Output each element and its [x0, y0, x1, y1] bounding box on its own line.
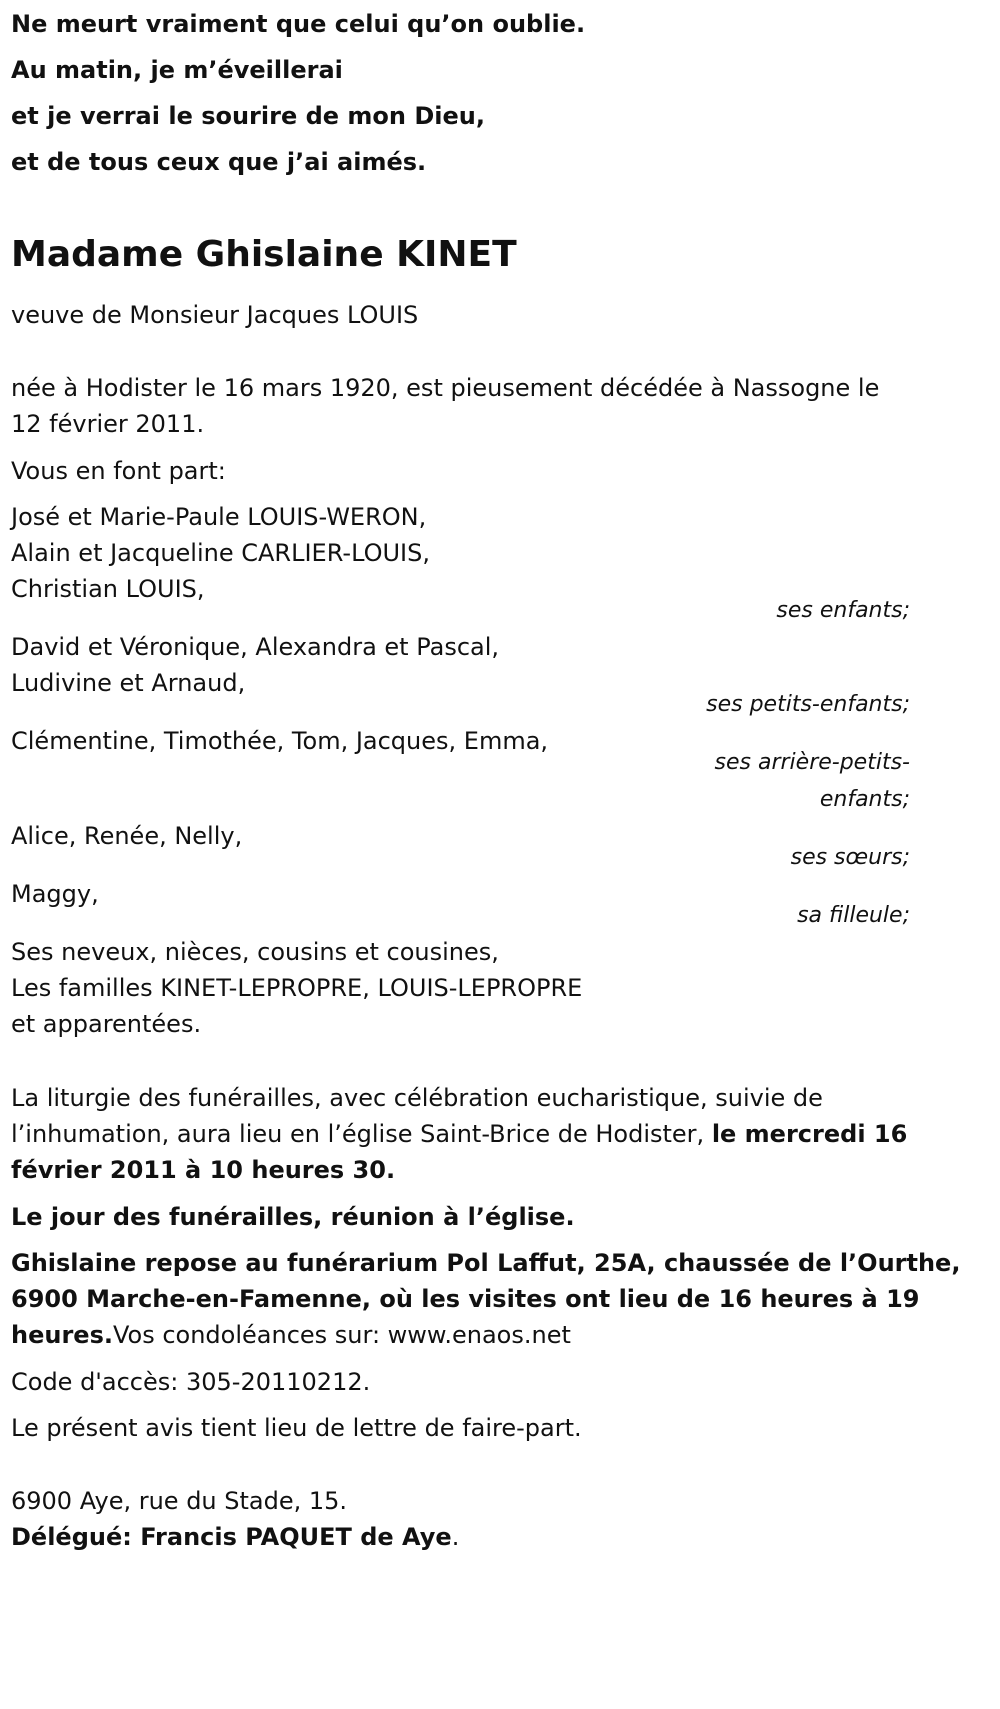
children-role: ses enfants;	[776, 598, 910, 623]
delegate-line	[11, 1523, 459, 1551]
address-line: 6900 Aye, rue du Stade, 15.	[11, 1487, 348, 1515]
birth-line-2: 12 février 2011.	[11, 410, 205, 438]
greatgrandchildren-role-2: enfants;	[819, 787, 910, 812]
meeting-line: Le jour des funérailles, réunion à l’église.	[11, 1203, 575, 1231]
greatgrandchildren-line: Clémentine, Timothée, Tom, Jacques, Emma,	[11, 727, 549, 755]
family-line-2: Les familles KINET-LEPROPRE, LOUIS-LEPROPRE	[11, 974, 583, 1002]
deceased-name: Madame Ghislaine KINET	[11, 234, 517, 275]
children-line-1: José et Marie-Paule LOUIS-WERON,	[11, 503, 427, 531]
poem-line-2: Au matin, je m’éveillerai	[11, 56, 343, 84]
liturgy-date-start: le mercredi 16	[711, 1120, 908, 1148]
sisters-line: Alice, Renée, Nelly,	[11, 822, 243, 850]
goddaughter-role: sa filleule;	[797, 903, 910, 928]
poem-line-1: Ne meurt vraiment que celui qu’on oublie.	[11, 10, 586, 38]
liturgy-line-1: La liturgie des funérailles, avec célébration eucharistique, suivie de	[11, 1084, 823, 1112]
sisters-role: ses sœurs;	[790, 845, 910, 870]
birth-line-1: née à Hodister le 16 mars 1920, est pieusement décédée à Nassogne le	[11, 374, 880, 402]
access-code: Code d'accès: 305-20110212.	[11, 1368, 371, 1396]
greatgrandchildren-role-1: ses arrière-petits-	[714, 750, 910, 775]
goddaughter-line: Maggy,	[11, 880, 99, 908]
delegate-name: Délégué: Francis PAQUET de Aye	[11, 1523, 452, 1551]
delegate-end: .	[451, 1523, 460, 1551]
condolences-link[interactable]: Vos condoléances sur: www.enaos.net	[112, 1321, 571, 1349]
widow-line: veuve de Monsieur Jacques LOUIS	[11, 301, 419, 329]
liturgy-line-3: février 2011 à 10 heures 30.	[11, 1156, 396, 1184]
rest-line-1: Ghislaine repose au funérarium Pol Laffut, 25A, chaussée de l’Ourthe,	[11, 1249, 961, 1277]
rest-line-3	[11, 1321, 571, 1349]
liturgy-line-2	[11, 1120, 907, 1148]
family-line-3: et apparentées.	[11, 1010, 202, 1038]
rest-line-2: 6900 Marche-en-Famenne, où les visites ont lieu de 16 heures à 19	[11, 1285, 920, 1313]
poem-line-4: et de tous ceux que j’ai aimés.	[11, 148, 427, 176]
rest-hours: heures.	[11, 1321, 113, 1349]
grandchildren-line-2: Ludivine et Arnaud,	[11, 669, 246, 697]
notice-line: Le présent avis tient lieu de lettre de faire-part.	[11, 1414, 582, 1442]
children-line-3: Christian LOUIS,	[11, 575, 205, 603]
liturgy-line-2-text: l’inhumation, aura lieu en l’église Saint-Brice de Hodister,	[11, 1120, 712, 1148]
family-line-1: Ses neveux, nièces, cousins et cousines,	[11, 938, 499, 966]
grandchildren-line-1: David et Véronique, Alexandra et Pascal,	[11, 633, 500, 661]
announce-line: Vous en font part:	[11, 457, 226, 485]
grandchildren-role: ses petits-enfants;	[706, 692, 910, 717]
children-line-2: Alain et Jacqueline CARLIER-LOUIS,	[11, 539, 430, 567]
poem-line-3: et je verrai le sourire de mon Dieu,	[11, 102, 485, 130]
